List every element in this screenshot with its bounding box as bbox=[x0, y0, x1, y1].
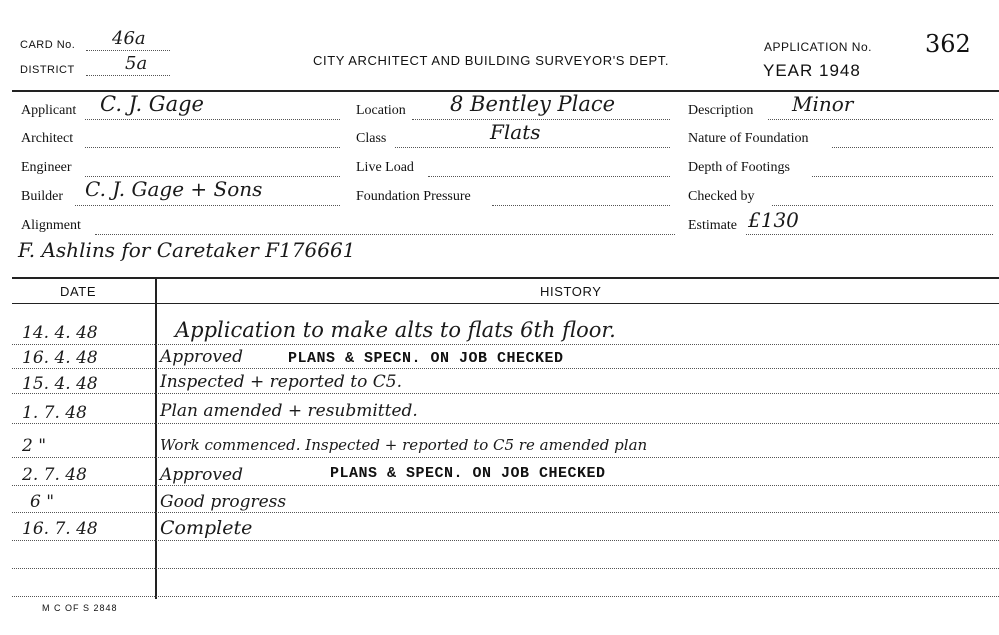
row-history: Inspected + reported to C5. bbox=[160, 372, 402, 392]
architect-label: Architect bbox=[21, 131, 74, 146]
foundation-pressure-label: Foundation Pressure bbox=[356, 189, 471, 204]
year: YEAR 1948 bbox=[763, 61, 861, 80]
depth-of-footings-label: Depth of Footings bbox=[688, 160, 790, 175]
row-history: Approved bbox=[160, 465, 243, 485]
location-value: 8 Bentley Place bbox=[450, 92, 616, 116]
row-date: 16. 7. 48 bbox=[22, 519, 98, 539]
description-label: Description bbox=[688, 103, 754, 118]
card-no-value: 46a bbox=[112, 28, 146, 49]
application-label: APPLICATION No. bbox=[764, 40, 872, 54]
applicant-value: C. J. Gage bbox=[100, 92, 204, 116]
caretaker-note: F. Ashlins for Caretaker F176661 bbox=[18, 238, 356, 262]
checked-stamp: PLANS & SPECN. ON JOB CHECKED bbox=[330, 465, 606, 482]
checked-by-label: Checked by bbox=[688, 189, 755, 204]
estimate-value: £130 bbox=[748, 208, 799, 232]
row-date: 14. 4. 48 bbox=[22, 323, 98, 343]
row-date: 1. 7. 48 bbox=[22, 403, 87, 423]
nature-of-foundation-label: Nature of Foundation bbox=[688, 131, 809, 146]
row-date: 2. 7. 48 bbox=[22, 465, 87, 485]
form-number: M C OF S 2848 bbox=[42, 603, 118, 613]
row-date: 2 " bbox=[22, 436, 47, 456]
row-date: 6 " bbox=[30, 492, 55, 512]
checked-stamp: PLANS & SPECN. ON JOB CHECKED bbox=[288, 350, 564, 367]
class-label: Class bbox=[356, 131, 387, 146]
application-number: 362 bbox=[925, 30, 971, 58]
estimate-label: Estimate bbox=[688, 218, 737, 233]
history-column-header: HISTORY bbox=[540, 284, 602, 299]
row-date: 16. 4. 48 bbox=[22, 348, 98, 368]
department-title: CITY ARCHITECT AND BUILDING SURVEYOR'S DEPT. bbox=[313, 53, 670, 68]
card-no-label: CARD No. bbox=[20, 39, 76, 51]
location-label: Location bbox=[356, 103, 406, 118]
row-history: Good progress bbox=[160, 492, 287, 512]
engineer-label: Engineer bbox=[21, 160, 72, 175]
description-value: Minor bbox=[792, 92, 854, 116]
row-history: Complete bbox=[160, 517, 253, 539]
live-load-label: Live Load bbox=[356, 160, 414, 175]
row-history: Approved bbox=[160, 347, 243, 367]
date-column-header: DATE bbox=[60, 284, 97, 299]
district-value: 5a bbox=[125, 53, 148, 74]
alignment-label: Alignment bbox=[21, 218, 81, 233]
row-history: Plan amended + resubmitted. bbox=[160, 401, 418, 421]
builder-value: C. J. Gage + Sons bbox=[85, 177, 263, 201]
row-history: Application to make alts to flats 6th floor. bbox=[175, 318, 616, 342]
builder-label: Builder bbox=[21, 189, 63, 204]
row-date: 15. 4. 48 bbox=[22, 374, 98, 394]
class-value: Flats bbox=[490, 120, 541, 144]
row-history: Work commenced. Inspected + reported to C5 re amended plan bbox=[160, 436, 648, 454]
applicant-label: Applicant bbox=[21, 103, 77, 118]
district-label: DISTRICT bbox=[20, 64, 75, 76]
